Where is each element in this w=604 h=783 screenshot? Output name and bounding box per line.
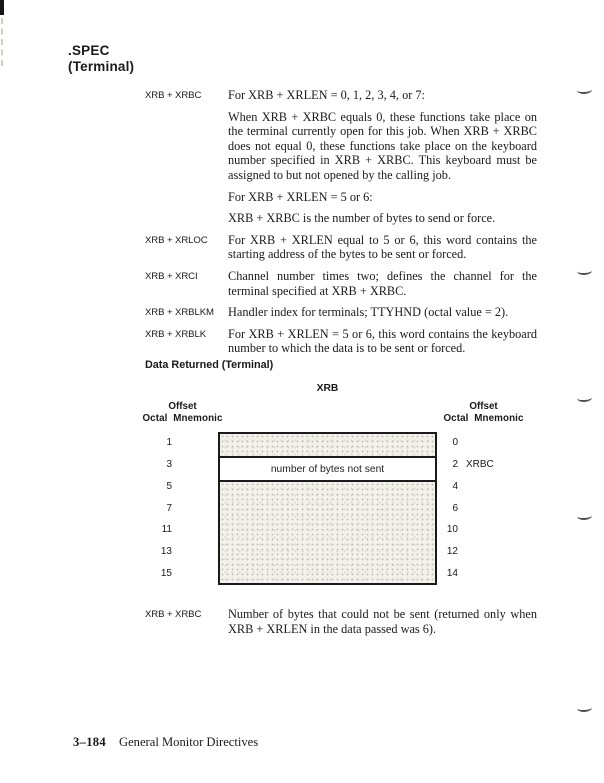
page-number: 3–184 bbox=[73, 735, 106, 749]
left-offset-header bbox=[131, 401, 234, 424]
scan-edge-dashes bbox=[1, 18, 3, 66]
binding-mark bbox=[577, 512, 592, 521]
entry-paragraph: Channel number times two; defines the channel for the terminal specified at XRB + XRBC. bbox=[228, 268, 537, 298]
entry-paragraph: When XRB + XRBC equals 0, these functions take place on the terminal currently open for this job. When XRB + XRBC does not equal 0, these functions take place on the keyboard number specified in XRB + XRBC. This keyboard must be assigned to but not opened by the calling job. bbox=[228, 109, 537, 182]
right-offset-header bbox=[432, 401, 535, 424]
left-offset-header-line2: Octal Mnemonic bbox=[142, 412, 223, 424]
entry-paragraph: For XRB + XRLEN equal to 5 or 6, this word contains the starting address of the bytes to be sent or forced. bbox=[228, 232, 537, 262]
right-offset: 12 bbox=[446, 546, 458, 557]
page-title bbox=[68, 43, 134, 74]
left-offset: 13 bbox=[160, 546, 172, 557]
right-offset: 14 bbox=[446, 568, 458, 579]
left-offset: 11 bbox=[161, 524, 172, 535]
page-title-line1: .SPEC bbox=[68, 43, 110, 58]
left-offset: 7 bbox=[166, 503, 172, 514]
right-offset: 0 bbox=[452, 437, 458, 448]
diagram-row-xrbc bbox=[220, 458, 435, 482]
right-offset: 4 bbox=[452, 481, 458, 492]
entry-label: XRB + XRBC bbox=[145, 90, 202, 101]
right-offset: 10 bbox=[446, 524, 458, 535]
binding-mark bbox=[577, 704, 592, 713]
right-offset: 6 bbox=[452, 503, 458, 514]
diagram-cell-text: number of bytes not sent bbox=[270, 463, 385, 475]
entry-xrloc bbox=[145, 233, 537, 262]
page-title-line2: (Terminal) bbox=[68, 58, 135, 74]
binding-mark bbox=[577, 394, 592, 403]
entry-xrblkm bbox=[145, 305, 537, 320]
entry-paragraph: Handler index for terminals; TTYHND (octal value = 2). bbox=[228, 305, 509, 320]
entry-xrbc bbox=[145, 88, 537, 226]
left-offset-header-line1: Offset bbox=[168, 401, 197, 412]
xrb-word-diagram bbox=[218, 432, 437, 585]
page-footer bbox=[73, 735, 258, 750]
mnemonic-xrbc: XRBC bbox=[466, 459, 494, 470]
entry-label: XRB + XRCI bbox=[145, 270, 198, 282]
binding-mark bbox=[577, 267, 592, 276]
entry-body bbox=[228, 607, 537, 636]
entry-paragraph: Number of bytes that could not be sent (returned only when XRB + XRLEN in the data passed was 6). bbox=[228, 607, 537, 636]
diagram-title: XRB bbox=[316, 383, 339, 394]
entry-body bbox=[228, 305, 537, 320]
entry-label: XRB + XRBC bbox=[145, 609, 202, 620]
directive-entries bbox=[145, 88, 537, 363]
entry-label: XRB + XRBLKM bbox=[145, 307, 214, 319]
left-offset: 1 bbox=[166, 437, 172, 448]
entry-xrci bbox=[145, 269, 537, 298]
entry-paragraph: XRB + XRBC is the number of bytes to send or force. bbox=[228, 211, 496, 226]
diagram-row-shaded-top bbox=[220, 434, 435, 458]
scan-corner-mark bbox=[0, 0, 4, 15]
diagram-row-shaded-bottom bbox=[220, 482, 435, 583]
left-offset: 15 bbox=[160, 568, 172, 579]
entry-xrbc-returned bbox=[145, 607, 537, 636]
left-offset: 5 bbox=[166, 481, 172, 492]
entry-paragraph: For XRB + XRLEN = 5 or 6: bbox=[228, 189, 373, 204]
entry-label: XRB + XRBLK bbox=[145, 328, 207, 340]
right-offset-header-line2: Octal Mnemonic bbox=[443, 412, 524, 424]
binding-mark bbox=[577, 86, 592, 95]
entry-body bbox=[228, 233, 537, 262]
entry-paragraph: For XRB + XRLEN = 5 or 6, this word contains the keyboard number to which the data is to be sent or forced. bbox=[228, 326, 537, 356]
right-offset: 2 bbox=[452, 459, 458, 470]
section-heading: Data Returned (Terminal) bbox=[145, 359, 274, 371]
entry-paragraph: For XRB + XRLEN = 0, 1, 2, 3, 4, or 7: bbox=[228, 88, 425, 102]
entry-body bbox=[228, 88, 537, 226]
footer-title: General Monitor Directives bbox=[118, 735, 259, 749]
entry-body bbox=[228, 269, 537, 298]
left-offset: 3 bbox=[166, 459, 172, 470]
entry-xrblk bbox=[145, 327, 537, 356]
right-offset-header-line1: Offset bbox=[469, 401, 498, 412]
entry-body bbox=[228, 327, 537, 356]
entry-label: XRB + XRLOC bbox=[145, 234, 208, 246]
